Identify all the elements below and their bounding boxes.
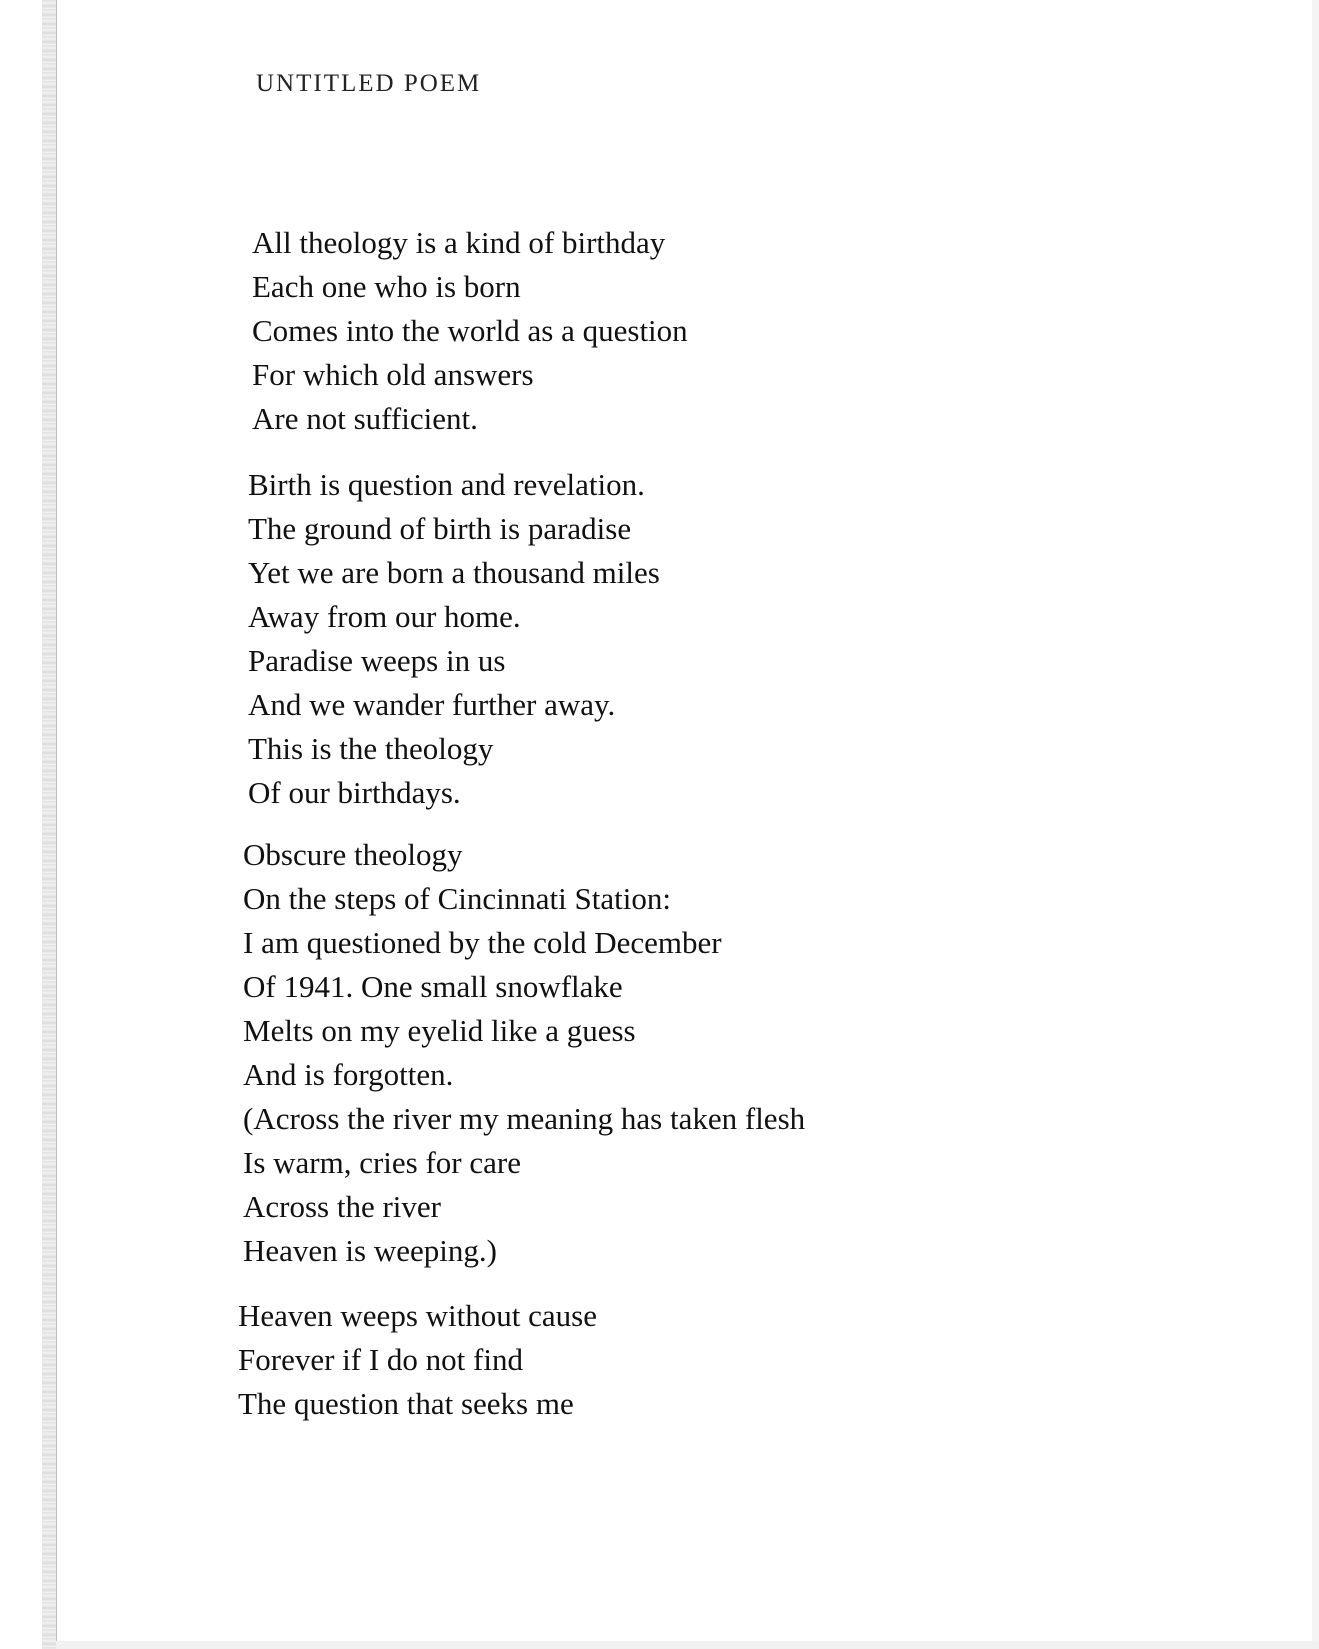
poem-line: Of our birthdays. [248, 775, 461, 810]
poem-line: All theology is a kind of birthday [252, 225, 666, 260]
stanza-3 [243, 833, 805, 1273]
poem-title: UNTITLED POEM [256, 70, 482, 97]
poem-line: Paradise weeps in us [248, 643, 506, 678]
stanza-2 [248, 463, 660, 815]
poem-line: Heaven is weeping.) [243, 1233, 497, 1268]
poem-line: Away from our home. [248, 599, 521, 634]
stanza-1 [252, 221, 688, 441]
poem-line: And is forgotten. [243, 1057, 454, 1092]
poem-line: Is warm, cries for care [243, 1145, 521, 1180]
poem-line: And we wander further away. [248, 687, 616, 722]
poem-line: On the steps of Cincinnati Station: [243, 881, 671, 916]
stanza-4 [238, 1294, 597, 1426]
poem-line: This is the theology [248, 731, 494, 766]
poem-line: Across the river [243, 1189, 441, 1224]
poem-line: The ground of birth is paradise [248, 511, 632, 546]
page-bottom-border [56, 1641, 1319, 1649]
poem-line: (Across the river my meaning has taken flesh [243, 1101, 806, 1136]
poem-line: Birth is question and revelation. [248, 467, 645, 502]
scan-binding-edge [42, 0, 56, 1649]
page-left-border [56, 0, 57, 1649]
page-right-border [1312, 0, 1319, 1649]
poem-line: Yet we are born a thousand miles [248, 555, 660, 590]
poem-line: The question that seeks me [238, 1386, 574, 1421]
poem-line: Comes into the world as a question [252, 313, 688, 348]
poem-line: Forever if I do not find [238, 1342, 523, 1377]
poem-line: Obscure theology [243, 837, 463, 872]
poem-line: Of 1941. One small snowflake [243, 969, 623, 1004]
poem-line: Each one who is born [252, 269, 521, 304]
poem-line: I am questioned by the cold December [243, 925, 722, 960]
poem-line: Heaven weeps without cause [238, 1298, 597, 1333]
poem-line: Melts on my eyelid like a guess [243, 1013, 636, 1048]
poem-line: Are not sufficient. [252, 401, 478, 436]
poem-line: For which old answers [252, 357, 534, 392]
